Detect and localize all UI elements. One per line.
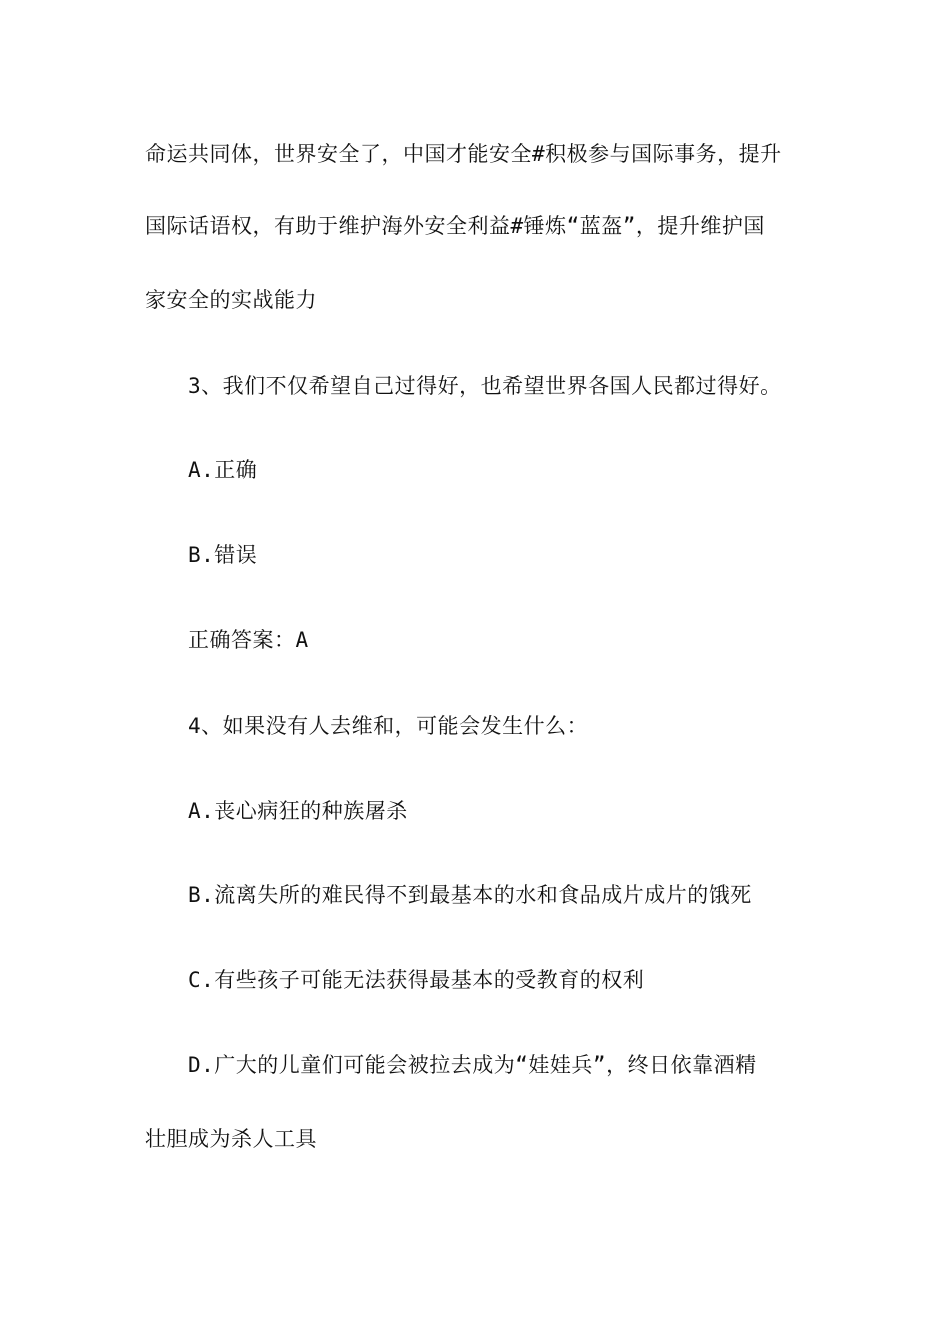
question-4-option-d-continuation: 壮胆成为杀人工具 [145, 1127, 317, 1151]
question-4-option-a: A.丧心病狂的种族屠杀 [188, 799, 408, 823]
question-3-option-b: B.错误 [188, 543, 258, 567]
question-4-text: 4、如果没有人去维和，可能会发生什么： [188, 714, 589, 738]
question-4-option-c: C.有些孩子可能无法获得最基本的受教育的权利 [188, 968, 645, 992]
question-3-answer: 正确答案：A [188, 628, 309, 652]
question-3-text: 3、我们不仅希望自己过得好，也希望世界各国人民都过得好。 [188, 374, 782, 398]
question-3-option-a: A.正确 [188, 458, 258, 482]
paragraph-line-2: 国际话语权，有助于维护海外安全利益#锤炼“蓝盔”，提升维护国 [145, 214, 765, 238]
question-4-option-d: D.广大的儿童们可能会被拉去成为“娃娃兵”，终日依靠酒精 [188, 1053, 757, 1077]
paragraph-line-1: 命运共同体，世界安全了，中国才能安全#积极参与国际事务，提升 [145, 142, 782, 166]
paragraph-line-3: 家安全的实战能力 [145, 288, 317, 312]
question-4-option-b: B.流离失所的难民得不到最基本的水和食品成片成片的饿死 [188, 883, 752, 907]
